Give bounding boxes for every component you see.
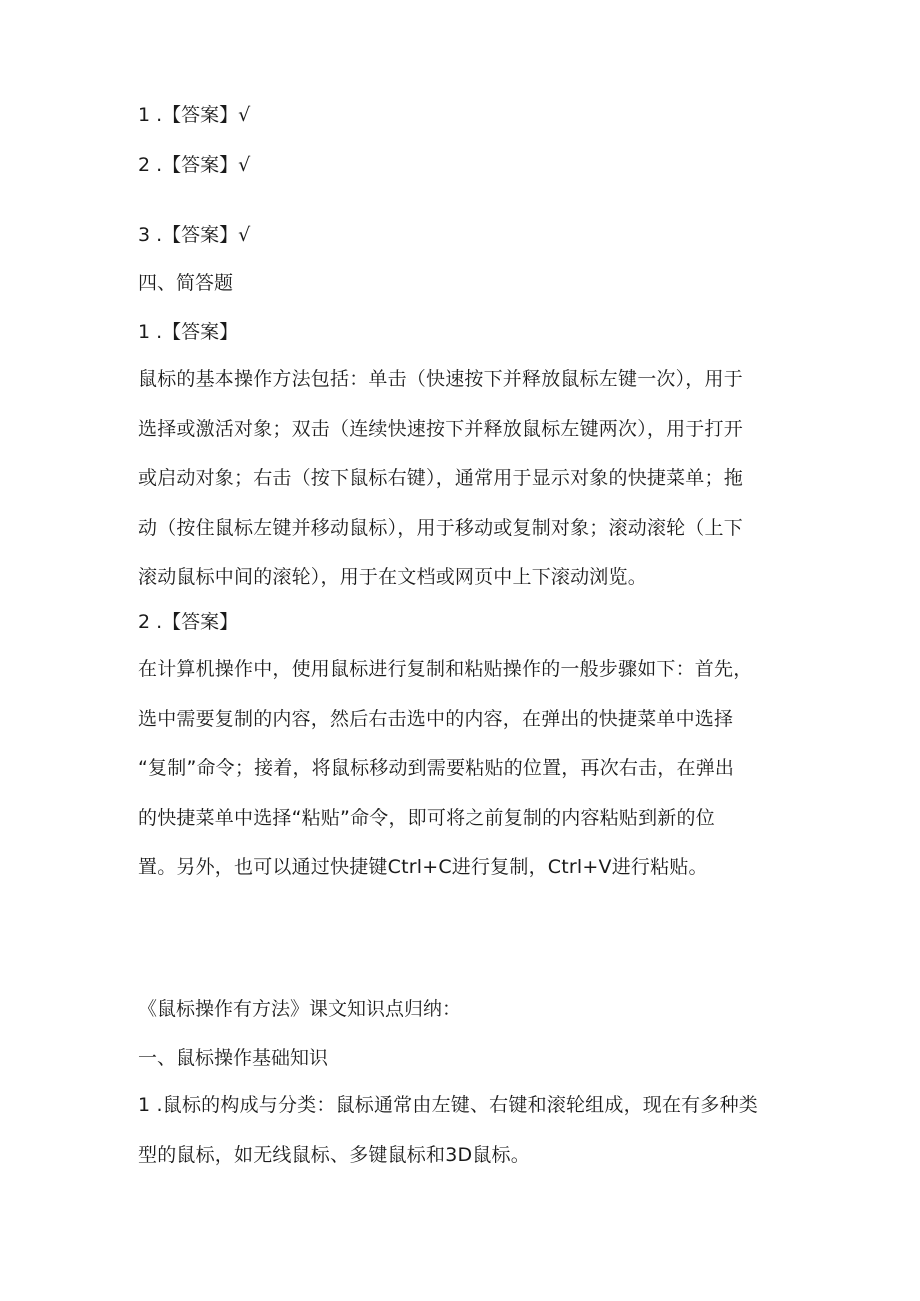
q1-answer-label: 1 .【答案】 <box>138 321 239 343</box>
q1-line: 选择或激活对象；双击（连续快速按下并释放鼠标左键两次），用于打开 <box>138 417 743 440</box>
summary-item-1 <box>138 1081 786 1180</box>
q2-line: 选中需要复制的内容，然后右击选中的内容，在弹出的快捷菜单中选择 <box>138 707 734 730</box>
summary-item-1-line: 型的鼠标，如无线鼠标、多键鼠标和3D鼠标。 <box>138 1143 530 1166</box>
q1-line: 动（按住鼠标左键并移动鼠标），用于移动或复制对象；滚动滚轮（上下 <box>138 516 743 539</box>
answer-3: 3 .【答案】√ <box>138 224 251 246</box>
answer-1: 1 .【答案】√ <box>138 104 251 126</box>
q2-line: 置。另外，也可以通过快捷键Ctrl+C进行复制，Ctrl+V进行粘贴。 <box>138 856 708 878</box>
q2-answer-body <box>138 645 786 893</box>
q2-answer-label: 2 .【答案】 <box>138 611 239 633</box>
answer-2: 2 .【答案】√ <box>138 154 251 176</box>
section-heading-short-answer: 四、简答题 <box>138 272 234 294</box>
q2-line: “复制”命令；接着，将鼠标移动到需要粘贴的位置，再次右击，在弹出 <box>138 757 735 779</box>
summary-section-heading: 一、鼠标操作基础知识 <box>138 1047 329 1069</box>
summary-item-1-line: 1 .鼠标的构成与分类：鼠标通常由左键、右键和滚轮组成，现在有多种类 <box>138 1094 758 1116</box>
q1-answer-body <box>138 355 786 603</box>
q1-line: 滚动鼠标中间的滚轮），用于在文档或网页中上下滚动浏览。 <box>138 566 647 588</box>
summary-title: 《鼠标操作有方法》课文知识点归纳： <box>138 998 462 1020</box>
q2-line: 在计算机操作中，使用鼠标进行复制和粘贴操作的一般步骤如下：首先， <box>138 658 753 680</box>
q1-line: 或启动对象；右击（按下鼠标右键），通常用于显示对象的快捷菜单；拖 <box>138 467 743 489</box>
q1-line: 鼠标的基本操作方法包括：单击（快速按下并释放鼠标左键一次），用于 <box>138 368 743 390</box>
q2-line: 的快捷菜单中选择“粘贴”命令，即可将之前复制的内容粘贴到新的位 <box>138 806 715 829</box>
